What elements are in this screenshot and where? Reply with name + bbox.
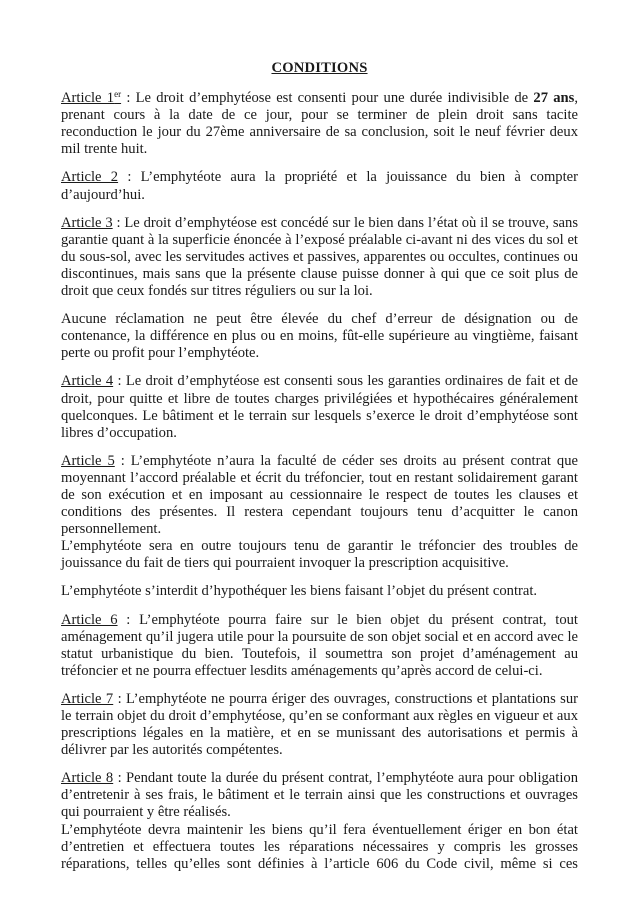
article-7-label: Article 7 [61, 690, 114, 707]
article-8-label: Article 8 [61, 770, 114, 787]
article-6-label: Article 6 [61, 611, 118, 628]
article-1: Article 1er : Le droit d’emphytéose est consenti pour une durée indivisible de 27 ans, prenant cours à la date de ce jour, pour se terminer de plein droit sans tacite reconduction le jour du 27ème anniversaire de sa conclusion, soit le neuf février deux mil trente huit. [61, 89, 578, 158]
document-page [61, 60, 578, 873]
article-8: Article 8 : Pendant toute la durée du présent contrat, l’emphytéote aura pour obligation d’entretenir à ses frais, le bâtiment et le terrain ainsi que les constructions et ouvrages qui pourraient y être réalisés. [61, 770, 578, 821]
article-4: Article 4 : Le droit d’emphytéose est consenti sous les garanties ordinaires de fait et de droit, pour quitte et libre de toutes charges privilégiées et hypothécaires généralement quelconques. Le bâtiment et le terrain sur lesquels s’exerce le droit d’emphytéose sont libres d’occupation. [61, 373, 579, 441]
article-2: Article 2 : L’emphytéote aura la propriété et la jouissance du bien à compter d’aujourd’hui. [61, 169, 578, 203]
article-5-label: Article 5 [61, 452, 115, 469]
article-4-label: Article 4 [61, 373, 114, 390]
article-7: Article 7 : L’emphytéote ne pourra ériger des ouvrages, constructions et plantations sur le terrain objet du droit d’emphytéose, qu’en se conformant aux règles en vigueur et aux prescriptions légales en la matière, et en se munissant des autorisations et permis à délivrer par les autorités compétentes. [61, 690, 578, 759]
article-8-paragraph-2: L’emphytéote devra maintenir les biens qu’il fera éventuellement ériger en bon état d’entretien et effectuera toutes les réparations nécessaires y compris les grosses réparations, telles qu’elles sont définies à l’article 606 du Code civil, même si ces [61, 821, 578, 872]
article-3-paragraph-2: Aucune réclamation ne peut être élevée du chef d’erreur de désignation ou de contenance, la différence en plus ou en moins, fût-elle supérieure au vingtième, faisant perte ou profit pour l’emphytéote. [61, 311, 578, 362]
article-1-label: Article 1er [61, 89, 122, 107]
article-3-label: Article 3 [61, 214, 113, 231]
document-title: CONDITIONS [271, 60, 368, 76]
article-6: Article 6 : L’emphytéote pourra faire sur le bien objet du présent contrat, tout aménagement qu’il jugera utile pour la poursuite de son objet social et en accord avec le statut urbanistique du bien. Toutefois, il soumettra son projet d’aménagement au tréfoncier et ne pourra effectuer lesdits aménagements qu’après accord de celui-ci. [61, 611, 578, 679]
article-5-paragraph-3: L’emphytéote s’interdit d’hypothéquer les biens faisant l’objet du présent contrat. [61, 583, 538, 600]
article-3: Article 3 : Le droit d’emphytéose est concédé sur le bien dans l’état où il se trouve, sans garantie quant à la superficie énoncée à l’exposé préalable ci-avant ni des vices du sol et du sous-sol, avec les servitudes actives et passives, apparentes ou occultes, continues ou discontinues, mais sans que la présente clause puisse donner à qui que ce soit plus de droit que ceux fondés sur titres réguliers ou sur la loi. [61, 214, 579, 300]
article-5-paragraph-2: L’emphytéote sera en outre toujours tenu de garantir le tréfoncier des troubles de jouissance du fait de tiers qui pourraient invoquer la prescription acquisitive. [61, 538, 578, 572]
article-2-label: Article 2 [61, 169, 119, 186]
article-5: Article 5 : L’emphytéote n’aura la faculté de céder ses droits au présent contrat que moyennant l’accord préalable et écrit du tréfoncier, tout en restant solidairement garant de son exécution et en imposant au cessionnaire le respect de toutes les clauses et conditions des présentes. Il restera cependant toujours tenu d’acquitter le canon personnellement. [61, 452, 578, 538]
duration-value: 27 ans [533, 90, 575, 107]
